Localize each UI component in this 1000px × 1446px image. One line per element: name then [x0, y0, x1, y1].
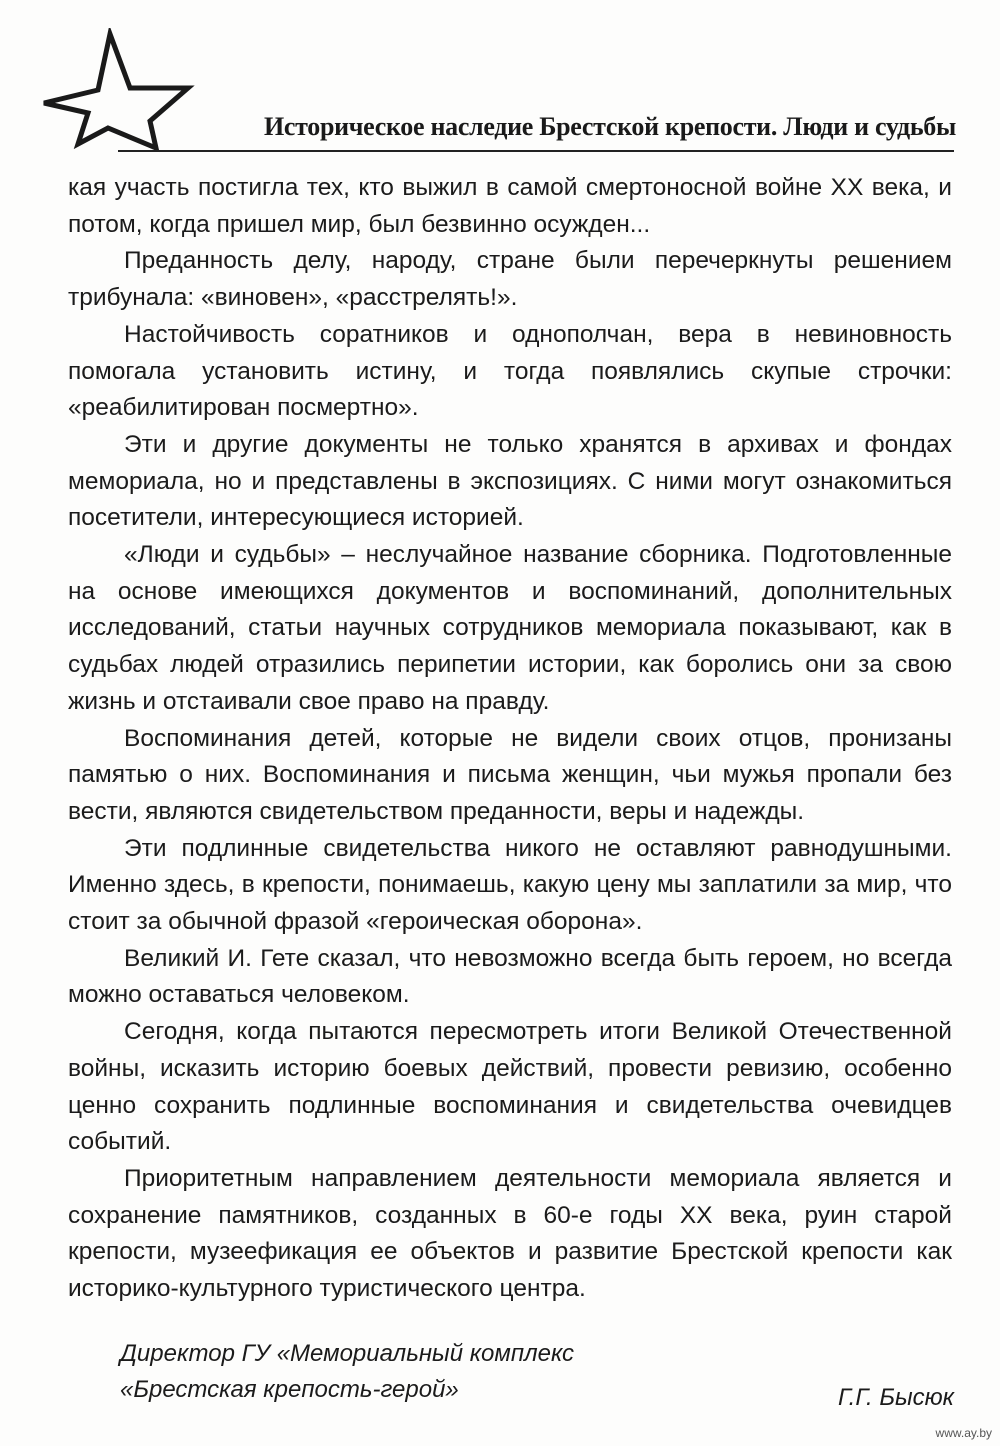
paragraph: Приоритетным направлением деятельности мемориала является и сохранение памятников, созданных в 60-е годы XX века, руин старой крепости, музеефикация ее объектов и развитие Брестской крепости как историко-культурного туристического центра. [68, 1164, 952, 1303]
paragraph: кая участь постигла тех, кто выжил в самой смертоносной войне XX века, и потом, когда пришел мир, был безвинно осужден... [68, 174, 952, 238]
paragraph: Преданность делу, народу, стране были перечеркнуты решением трибунала: «виновен», «расстрелять!». [68, 247, 952, 312]
paragraph: Эти и другие документы не только хранятся в архивах и фондах мемориала, но и представлены в экспозициях. С ними могут ознакомиться посетители, интересующиеся историей. [68, 430, 952, 532]
signature-position-line: «Брестская крепость-герой» [120, 1376, 459, 1403]
paragraph: Настойчивость соратников и однополчан, вера в невиновность помогала установить истину, и тогда появлялись скупые строчки: «реабилитирован посмертно». [68, 320, 952, 422]
paragraph: «Люди и судьбы» – неслучайное название сборника. Подготовленные на основе имеющихся документов и воспоминаний, дополнительных исследований, статьи научных сотрудников мемориала показывают, как в судьбах людей отразились перипетии истории, как боролись они за свою жизнь и отстаивали свое право на правду. [68, 541, 952, 715]
watermark: www.ay.by [935, 1426, 992, 1440]
body-text [68, 170, 952, 1308]
star-outline-icon [38, 28, 198, 153]
signature-name: Г.Г. Бысюк [838, 1384, 954, 1411]
signature-position [120, 1336, 574, 1408]
paragraph: Эти подлинные свидетельства никого не оставляют равнодушными. Именно здесь, в крепости, понимаешь, какую цену мы заплатили за мир, что стоит за обычной фразой «героическая оборона». [68, 834, 952, 936]
paragraph: Великий И. Гете сказал, что невозможно всегда быть героем, но всегда можно оставаться человеком. [68, 944, 952, 1009]
signature-position-line: Директор ГУ «Мемориальный комплекс [120, 1340, 575, 1367]
running-header-title: Историческое наследие Брестской крепости. Люди и судьбы [263, 112, 956, 141]
paragraph: Сегодня, когда пытаются пересмотреть итоги Великой Отечественной войны, исказить историю боевых действий, провести ревизию, особенно ценно сохранить подлинные воспоминания и свидетельства очевидцев событий. [68, 1018, 952, 1156]
header-rule [118, 150, 954, 152]
paragraph: Воспоминания детей, которые не видели своих отцов, пронизаны памятью о них. Воспоминания и письма женщин, чьи мужья пропали без вести, являются свидетельством преданности, веры и надежды. [68, 724, 952, 825]
